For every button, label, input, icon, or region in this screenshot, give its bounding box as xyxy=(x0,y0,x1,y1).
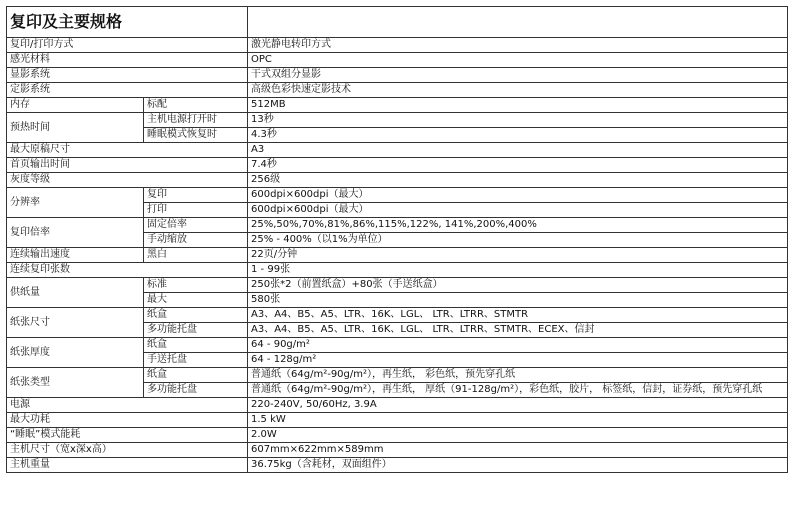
table-row xyxy=(7,428,788,443)
spec-sublabel: 主机电源打开时 xyxy=(144,113,248,128)
spec-value: 580张 xyxy=(248,293,788,308)
spec-label: 预热时间 xyxy=(7,113,144,143)
spec-value: 36.75kg（含耗材，双面组件） xyxy=(248,458,788,473)
spec-sublabel: 纸盒 xyxy=(144,308,248,323)
spec-label: 供纸量 xyxy=(7,278,144,308)
spec-label: 复印/打印方式 xyxy=(7,38,248,53)
table-row xyxy=(7,143,788,158)
spec-sublabel: 最大 xyxy=(144,293,248,308)
spec-label: 最大原稿尺寸 xyxy=(7,143,248,158)
spec-sublabel: 标配 xyxy=(144,98,248,113)
spec-value: 普通纸（64g/m²-90g/m²），再生纸， 厚纸（91-128g/m²），彩色纸，胶片， 标签纸，信封，证券纸，预先穿孔纸 xyxy=(248,383,788,398)
spec-label: 最大功耗 xyxy=(7,413,248,428)
table-row xyxy=(7,218,788,233)
table-row xyxy=(7,248,788,263)
spec-sublabel: 多功能托盘 xyxy=(144,323,248,338)
spec-sublabel: 复印 xyxy=(144,188,248,203)
spec-sublabel: 标准 xyxy=(144,278,248,293)
spec-label: 连续输出速度 xyxy=(7,248,144,263)
spec-label: 纸张类型 xyxy=(7,368,144,398)
spec-value: 1 - 99张 xyxy=(248,263,788,278)
spec-value: A3、A4、B5、A5、LTR、16K、LGL、 LTR、LTRR、STMTR、ECEX、信封 xyxy=(248,323,788,338)
spec-value: 512MB xyxy=(248,98,788,113)
table-row xyxy=(7,278,788,293)
spec-label: 首页输出时间 xyxy=(7,158,248,173)
table-row xyxy=(7,98,788,113)
spec-value: 600dpi×600dpi（最大） xyxy=(248,188,788,203)
spec-value: A3、A4、B5、A5、LTR、16K、LGL、 LTR、LTRR、STMTR xyxy=(248,308,788,323)
spec-label: 复印倍率 xyxy=(7,218,144,248)
spec-label: 灰度等级 xyxy=(7,173,248,188)
spec-sublabel: 手动缩放 xyxy=(144,233,248,248)
spec-value: 2.0W xyxy=(248,428,788,443)
table-row xyxy=(7,338,788,353)
spec-label: “睡眠”模式能耗 xyxy=(7,428,248,443)
table-row xyxy=(7,308,788,323)
spec-value: 25%,50%,70%,81%,86%,115%,122%, 141%,200%,400% xyxy=(248,218,788,233)
spec-label: 电源 xyxy=(7,398,248,413)
spec-value: 13秒 xyxy=(248,113,788,128)
table-row xyxy=(7,173,788,188)
spec-label: 显影系统 xyxy=(7,68,248,83)
table-row xyxy=(7,413,788,428)
table-row xyxy=(7,398,788,413)
spec-value: 1.5 kW xyxy=(248,413,788,428)
spec-sublabel: 睡眠模式恢复时 xyxy=(144,128,248,143)
table-row xyxy=(7,458,788,473)
spec-sublabel: 手送托盘 xyxy=(144,353,248,368)
spec-value: 22页/分钟 xyxy=(248,248,788,263)
spec-label: 连续复印张数 xyxy=(7,263,248,278)
spec-table xyxy=(6,6,788,473)
spec-sublabel: 固定倍率 xyxy=(144,218,248,233)
spec-value: 7.4秒 xyxy=(248,158,788,173)
spec-value: 高级色彩快速定影技术 xyxy=(248,83,788,98)
spec-value: 普通纸（64g/m²-90g/m²），再生纸， 彩色纸，预先穿孔纸 xyxy=(248,368,788,383)
spec-label: 定影系统 xyxy=(7,83,248,98)
spec-sublabel: 多功能托盘 xyxy=(144,383,248,398)
spec-value: A3 xyxy=(248,143,788,158)
spec-value: 256级 xyxy=(248,173,788,188)
title-row xyxy=(7,7,788,38)
spec-sublabel: 黑白 xyxy=(144,248,248,263)
spec-sublabel: 纸盒 xyxy=(144,338,248,353)
spec-label: 分辨率 xyxy=(7,188,144,218)
spec-sublabel: 打印 xyxy=(144,203,248,218)
spec-value: 64 - 128g/m² xyxy=(248,353,788,368)
table-row xyxy=(7,158,788,173)
spec-value: OPC xyxy=(248,53,788,68)
table-row xyxy=(7,443,788,458)
title-blank-cell xyxy=(248,7,788,38)
table-row xyxy=(7,368,788,383)
spec-label: 纸张厚度 xyxy=(7,338,144,368)
table-row xyxy=(7,113,788,128)
spec-value: 激光静电转印方式 xyxy=(248,38,788,53)
table-row xyxy=(7,83,788,98)
table-row xyxy=(7,53,788,68)
table-row xyxy=(7,188,788,203)
table-row xyxy=(7,38,788,53)
spec-value: 干式双组分显影 xyxy=(248,68,788,83)
spec-label: 主机尺寸（宽x深x高） xyxy=(7,443,248,458)
spec-value: 600dpi×600dpi（最大） xyxy=(248,203,788,218)
spec-value: 64 - 90g/m² xyxy=(248,338,788,353)
spec-label: 感光材料 xyxy=(7,53,248,68)
table-row xyxy=(7,263,788,278)
spec-value: 250张*2（前置纸盒）+80张（手送纸盒） xyxy=(248,278,788,293)
page-title: 复印及主要规格 xyxy=(7,7,248,38)
spec-sublabel: 纸盒 xyxy=(144,368,248,383)
spec-label: 主机重量 xyxy=(7,458,248,473)
table-row xyxy=(7,68,788,83)
spec-value: 220-240V, 50/60Hz, 3.9A xyxy=(248,398,788,413)
spec-value: 4.3秒 xyxy=(248,128,788,143)
spec-value: 25% - 400%（以1%为单位） xyxy=(248,233,788,248)
spec-label: 内存 xyxy=(7,98,144,113)
spec-value: 607mm×622mm×589mm xyxy=(248,443,788,458)
spec-label: 纸张尺寸 xyxy=(7,308,144,338)
